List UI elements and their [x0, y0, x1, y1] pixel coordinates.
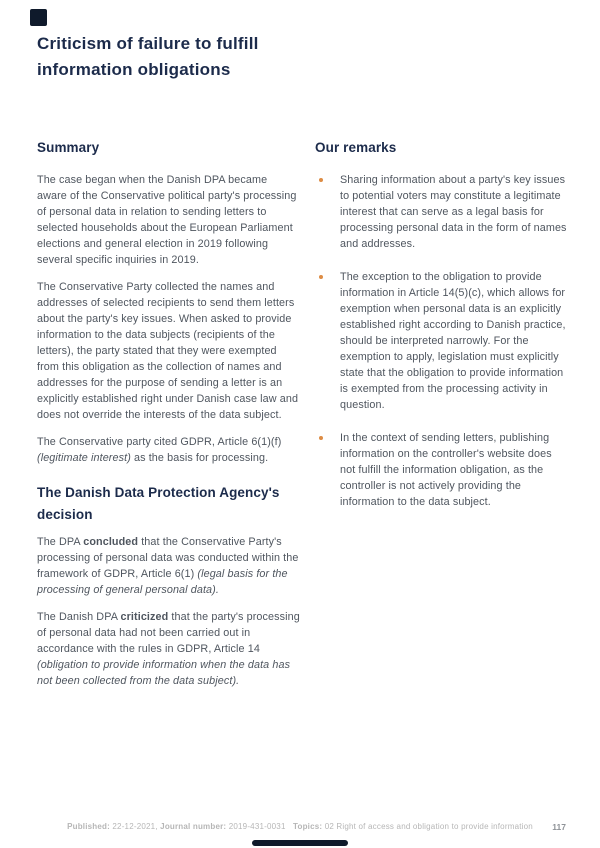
text-run: The DPA — [37, 536, 84, 548]
page-title-line2: information obligations — [37, 60, 231, 79]
journal-number-value: 2019-431-0031 — [226, 822, 289, 831]
remarks-section — [315, 137, 567, 527]
bullet-icon — [319, 275, 323, 279]
decision-heading: The Danish Data Protection Agency's decision — [37, 485, 280, 522]
text-run: that the Conservative Party's processing of personal data was conducted within the framework of GDPR, Article 6(1) — [37, 536, 299, 580]
list-item — [315, 172, 567, 252]
bold-text-run: concluded — [83, 536, 139, 548]
page-title-line1: Criticism of failure to fulfill — [37, 34, 259, 53]
remarks-heading: Our remarks — [315, 140, 397, 155]
text-run: as the basis for processing. — [130, 452, 269, 464]
page-footer — [0, 821, 600, 835]
published-label: Published: — [67, 822, 110, 831]
summary-paragraph-3 — [37, 434, 300, 466]
summary-paragraph-2: The Conservative Party collected the names and addresses of selected recipients to send them letters about the party's key issues. When asked to provide information to the data subjects (recipients of the letters), the party stated that they were exempted from this obligation as the collection of names and addresses for the purpose of sending a letter is an explicitly established right under Danish case law and does not override the interests of the data subject. — [37, 281, 299, 421]
summary-section — [37, 137, 300, 700]
list-item — [315, 430, 567, 510]
journal-number-label: Journal number: — [160, 822, 227, 831]
bullet-icon — [319, 436, 323, 440]
italic-text-run: (obligation to provide information when the data has not been collected from the data subject). — [37, 659, 291, 687]
italic-text-run: (legitimate interest) — [37, 452, 131, 464]
summary-paragraph-1: The case began when the Danish DPA became aware of the Conservative political party's processing of personal data in relation to sending letters to selected households about the European Parliament elections and general election in 2019 following several specific inquiries in 2019. — [37, 174, 297, 266]
home-indicator-bar[interactable] — [252, 840, 348, 846]
page-number: 117 — [552, 822, 566, 832]
topics-value: 02 Right of access and obligation to provide information — [322, 822, 533, 831]
text-run: The Conservative party cited GDPR, Article 6(1)(f) — [37, 436, 282, 448]
published-value: 22-12-2021, — [109, 822, 161, 831]
page-title — [37, 31, 377, 83]
remark-text: In the context of sending letters, publishing information on the controller's website does not fulfill the information obligation, as the controller is not actively providing the information to the data subject. — [340, 432, 552, 508]
list-item — [315, 269, 567, 413]
device-camera-cutout — [30, 9, 47, 26]
summary-heading: Summary — [37, 140, 100, 155]
remarks-list — [315, 172, 567, 510]
bold-text-run: criticized — [120, 611, 169, 623]
italic-text-run: (legal basis for the processing of general personal data). — [37, 568, 288, 596]
bullet-icon — [319, 178, 323, 182]
remark-text: Sharing information about a party's key issues to potential voters may constitute a legitimate interest that can serve as a legal basis for processing personal data in the form of names and addresses. — [340, 174, 567, 250]
decision-paragraph-1 — [37, 534, 300, 598]
publication-meta — [0, 821, 600, 833]
text-run: that the party's processing of personal data had not been carried out in accordance with the rules in GDPR, Article 14 — [37, 611, 300, 655]
remark-text: The exception to the obligation to provide information in Article 14(5)(c), which allows for exemption when personal data is an explicitly established right according to Danish practice, should be interpreted narrowly. For the exemption to apply, legislation must explicitly state that the obligation to provide information is exempted from the processing activity in question. — [340, 271, 566, 411]
text-run: The Danish DPA — [37, 611, 121, 623]
decision-paragraph-2 — [37, 609, 300, 689]
topics-label: Topics: — [293, 822, 323, 831]
